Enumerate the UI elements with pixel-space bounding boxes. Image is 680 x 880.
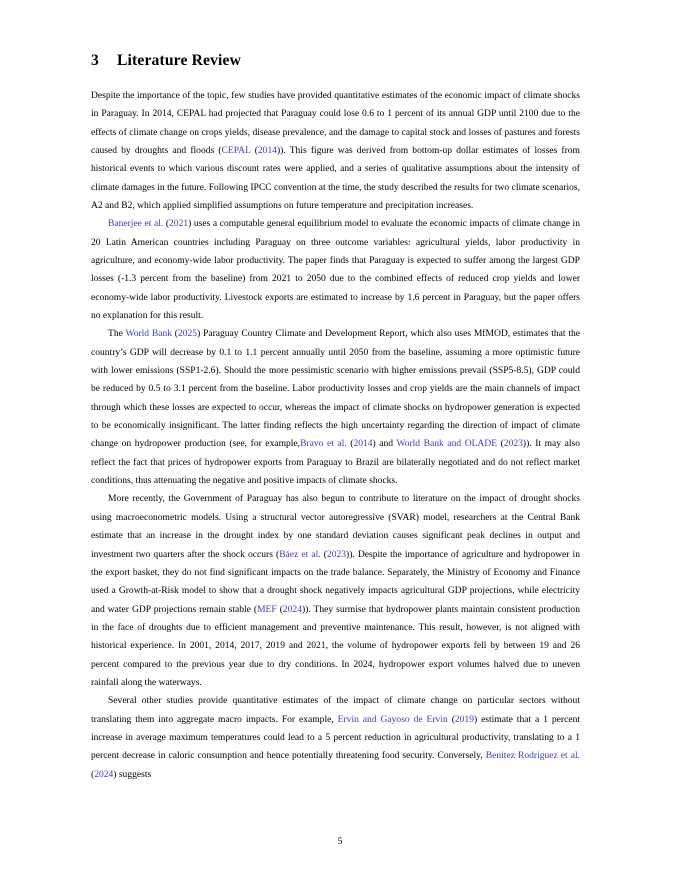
paragraph-sectoral-studies: Several other studies provide quantitative estimates of the impact of climate change on particular sectors without translating them into aggregate macro impacts. For example, Ervin and Gayoso de Ervin (2019) estimate that a 1 percent increase in average maximum temperatures could lead to a 5 percent reduction in agricultural productivity, translating to a 1 percent decrease in caloric consumption and hence potentially threatening food security. Conversely, Benitez Rodriguez et al. (2024) suggests bbox=[91, 695, 581, 780]
citation-link[interactable]: CEPAL bbox=[221, 144, 251, 156]
body-text bbox=[91, 87, 580, 784]
citation-link[interactable]: Báez et al. bbox=[279, 548, 321, 560]
citation-link[interactable]: Ervin and Gayoso de Ervin bbox=[337, 713, 448, 725]
citation-link[interactable]: 2019 bbox=[454, 713, 474, 725]
citation-link[interactable]: World Bank and OLADE bbox=[396, 438, 498, 450]
citation-link[interactable]: Banerjee et al. bbox=[108, 218, 164, 230]
paragraph-world-bank-2025: The World Bank (2025) Paraguay Country Climate and Development Report, which also uses MfMOD, estimates that the country’s GDP will decrease by 0.1 to 1.1 percent annually until 2050 from the baseline, assuming a more optimistic future with lower emissions (SSP1-2.6). Should the more pessimistic scenario with higher emissions prevail (SSP5-8.5), GDP could be reduced by 0.5 to 3.1 percent from the baseline. Labor productivity losses and crop yields are the main channels of impact through which these losses are expected to occur, whereas the impact of climate shocks on hydropower generation is expected to be economically insignificant. The latter finding reflects the high uncertainty regarding the direction of impact of climate change on hydropower production (see, for example,Bravo et al. (2014) and World Bank and OLADE (2023)). It may also reflect the fact that prices of hydropower exports from Paraguay to Brazil are bilaterally negotiated and do not reflect market conditions, thus attenuating the negative and positive impacts of climate shocks. bbox=[91, 328, 580, 487]
paragraph-banerjee-2021: Banerjee et al. (2021) uses a computable general equilibrium model to evaluate the economic impacts of climate change in 20 Latin American countries including Paraguay on three outcome variables: agricultural yields, labor productivity in agriculture, and economy-wide labor productivity. The paper finds that Paraguay is expected to suffer among the largest GDP losses (-1.3 percent from the baseline) from 2021 to 2050 due to the combined effects of reduced crop yields and lower economy-wide labor productivity. Livestock exports are estimated to increase by 1.6 percent in Paraguay, but the paper offers no explanation for this result. bbox=[91, 218, 580, 322]
citation-link[interactable]: MEF bbox=[257, 603, 277, 615]
citation-link[interactable]: 2025 bbox=[177, 328, 198, 340]
citation-link[interactable]: 2023 bbox=[503, 438, 523, 450]
citation-link[interactable]: 2014 bbox=[257, 144, 277, 156]
citation-link[interactable]: World Bank bbox=[125, 328, 173, 340]
page-content bbox=[91, 52, 580, 784]
citation-link[interactable]: Bravo et al. bbox=[300, 438, 347, 450]
section-heading bbox=[91, 52, 580, 70]
paragraph-government-paraguay: More recently, the Government of Paraguay has also begun to contribute to literature on the impact of drought shocks using macroeconometric models. Using a structural vector autoregressive (SVAR) model, researchers at the Central Bank estimate that an increase in the drought index by one standard deviation causes significant peak declines in output and investment two quarters after the shock occurs (Báez et al. (2023)). Despite the importance of agriculture and hydropower in the export basket, they do not find significant impacts on the trade balance. Separately, the Ministry of Economy and Finance used a Growth-at-Risk model to show that a drought shock negatively impacts agricultural GDP projections, while electricity and water GDP projections remain stable (MEF (2024)). They surmise that hydropower plants maintain consistent production in the face of droughts due to efficient management and preventive maintenance. This result, however, is not aligned with historical experience. In 2001, 2014, 2017, 2019 and 2021, the volume of hydropower exports fell by between 19 and 26 percent compared to the previous year due to dry conditions. In 2024, hydropower export volumes halved due to uneven rainfall along the waterways. bbox=[91, 493, 580, 688]
section-title: Literature Review bbox=[117, 52, 242, 69]
paragraph-cepal-2014: Despite the importance of the topic, few studies have provided quantitative estimates of the economic impact of climate shocks in Paraguay. In 2014, CEPAL had projected that Paraguay could lose 0.6 to 1 percent of its annual GDP until 2100 due to the effects of climate change on crops yields, disease prevalence, and the damage to capital stock and losses of pastures and forests caused by droughts and floods (CEPAL (2014)). This figure was derived from bottom-up dollar estimates of losses from historical events to which various discount rates were applied, and a series of qualitative assumptions about the intensity of climate damages in the future. Following IPCC convention at the time, the study described the results for two climate scenarios, A2 and B2, which applied simplified assumptions on future temperature and precipitation increases. bbox=[91, 89, 580, 211]
citation-link[interactable]: Benitez Rodriguez et al. bbox=[485, 750, 580, 762]
citation-link[interactable]: 2024 bbox=[94, 768, 114, 780]
citation-link[interactable]: 2023 bbox=[326, 548, 347, 560]
citation-link[interactable]: 2014 bbox=[353, 438, 373, 450]
page-number: 5 bbox=[337, 836, 343, 847]
citation-link[interactable]: 2021 bbox=[169, 218, 189, 230]
section-number: 3 bbox=[91, 52, 99, 69]
citation-link[interactable]: 2024 bbox=[282, 603, 302, 615]
